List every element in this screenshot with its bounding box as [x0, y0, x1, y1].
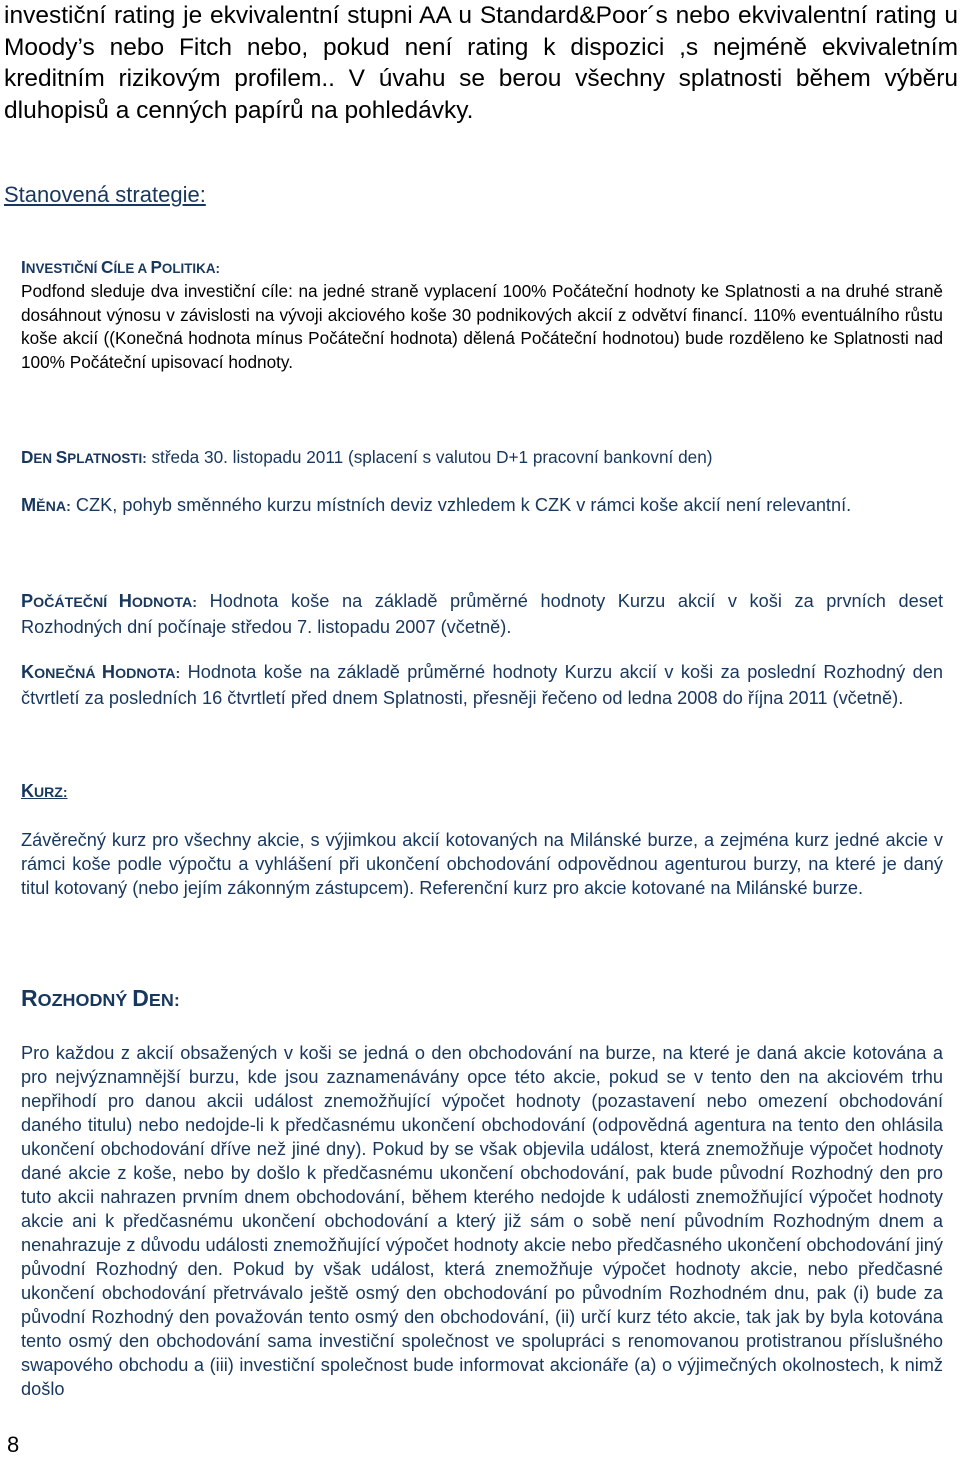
investment-goals-label: INVESTIČNÍ CÍLE A POLITIKA: [21, 257, 220, 277]
investment-goals-section [21, 256, 943, 374]
initial-value-text: Hodnota koše na základě průměrné hodnoty Kurzu akcií v koši za prvních deset Rozhodných dní počínaje středou 7. listopadu 2007 (včetně). [21, 591, 944, 637]
initial-value-label: POČÁTEČNÍ HODNOTA: [21, 591, 198, 611]
page-number: 8 [7, 1432, 20, 1457]
rate-label: KURZ: [21, 781, 68, 801]
currency-section [21, 493, 943, 519]
determination-day-text: Pro každou z akcií obsažených v koši se jedná o den obchodování na burze, na které je daná akcie kotována a pro nejvýznamnější burzu, kde jsou zaznamenávány opce této akcie, pokud se v tento den na akciovém trhu nepřihodí pro danou akcii událost znemožňující výpočet hodnoty (pozastavení nebo omezení obchodování daného titulu) nebo nedojde-li k předčasnému ukončení obchodování (odpovědná agentura na tento den ohlásila ukončení obchodování dříve než jiné dny). Pokud by se však objevila událost, která znemožňuje výpočet hodnoty dané akcie z koše, nebo by došlo k předčasnému ukončení obchodování, pak bude původní Rozhodný den pro tuto akcii nahrazen prvním dnem obchodování, během kterého nedojde k události znemožňující výpočet hodnoty akcie ani k předčasnému ukončení obchodování a který již sám o sobě není původním Rozhodným dnem a nenahrazuje z důvodu události znemožňující výpočet hodnoty akcie nebo předčasného ukončení obchodování jiný původní Rozhodný den. Pokud by však událost, která znemožňuje výpočet hodnoty akcie, nebo předčasné ukončení obchodování přetrvávalo ještě osmý den obchodování po původním Rozhodném dnu, pak (i) bude za původní Rozhodný den považován tento osmý den obchodování, (ii) určí kurz této akcie, tak jak by byla kotována tento osmý den obchodování sama investiční společnost ve spolupráci s renomovanou protistranou příslušného swapového obchodu a (iii) investiční společnost bude informovat akcionáře (a) o výjimečných okolnostech, k nimž došlo [21, 1043, 943, 1399]
maturity-date-section [21, 446, 943, 470]
maturity-date-label: DEN SPLATNOSTI: [21, 447, 147, 467]
final-value-text: Hodnota koše na základě průměrné hodnoty Kurzu akcií v koši za poslední Rozhodný den čtvrtletí za posledních 16 čtvrtletí před dnem Splatnosti, přesněji řečeno od ledna 2008 do října 2011 (včetně). [21, 662, 943, 708]
strategy-heading: Stanovená strategie: [4, 182, 206, 207]
final-value-section [21, 660, 943, 710]
maturity-date-text: středa 30. listopadu 2011 (splacení s valutou D+1 pracovní bankovní den) [146, 447, 713, 467]
rate-text: Závěrečný kurz pro všechny akcie, s výjimkou akcií kotovaných na Milánské burze, a zejména kurz jedné akcie v rámci koše podle výpočtu a vyhlášení při ukončení obchodování odpovědnou agenturou burzy, na které je daný titul kotovaný (nebo jejím zákonným zástupcem). Referenční kurz pro akcie kotované na Milánské burze. [21, 830, 943, 898]
currency-label: MĚNA: [21, 495, 71, 515]
intro-paragraph: investiční rating je ekvivalentní stupni AA u Standard&Poor´s nebo ekvivalentní rating u Moody’s nebo Fitch nebo, pokud není rating k dispozici ,s nejméně ekvivaletním kreditním rizikovým profilem.. V úvahu se berou všechny splatnosti během výběru dluhopisů a cenných papírů na pohledávky. [4, 2, 958, 124]
investment-goals-text: Podfond sleduje dva investiční cíle: na jedné straně vyplacení 100% Počáteční hodnoty ke Splatnosti a na druhé straně dosáhnout výnosu v závislosti na vývoji akciového koše 30 podnikových akcií z odvětví financí. 110% eventuálního růstu koše akcií ((Konečná hodnota mínus Počáteční hodnota) dělená Počáteční hodnotou) bude rozděleno ke Splatnosti nad 100% Počáteční upisovací hodnoty. [21, 281, 943, 372]
initial-value-section [21, 589, 943, 639]
final-value-label: KONEČNÁ HODNOTA: [21, 662, 181, 682]
determination-day-label: ROZHODNÝ DEN: [21, 985, 180, 1011]
currency-text: CZK, pohyb směnného kurzu místních deviz vzhledem k CZK v rámci koše akcií není relevantní. [70, 495, 852, 515]
